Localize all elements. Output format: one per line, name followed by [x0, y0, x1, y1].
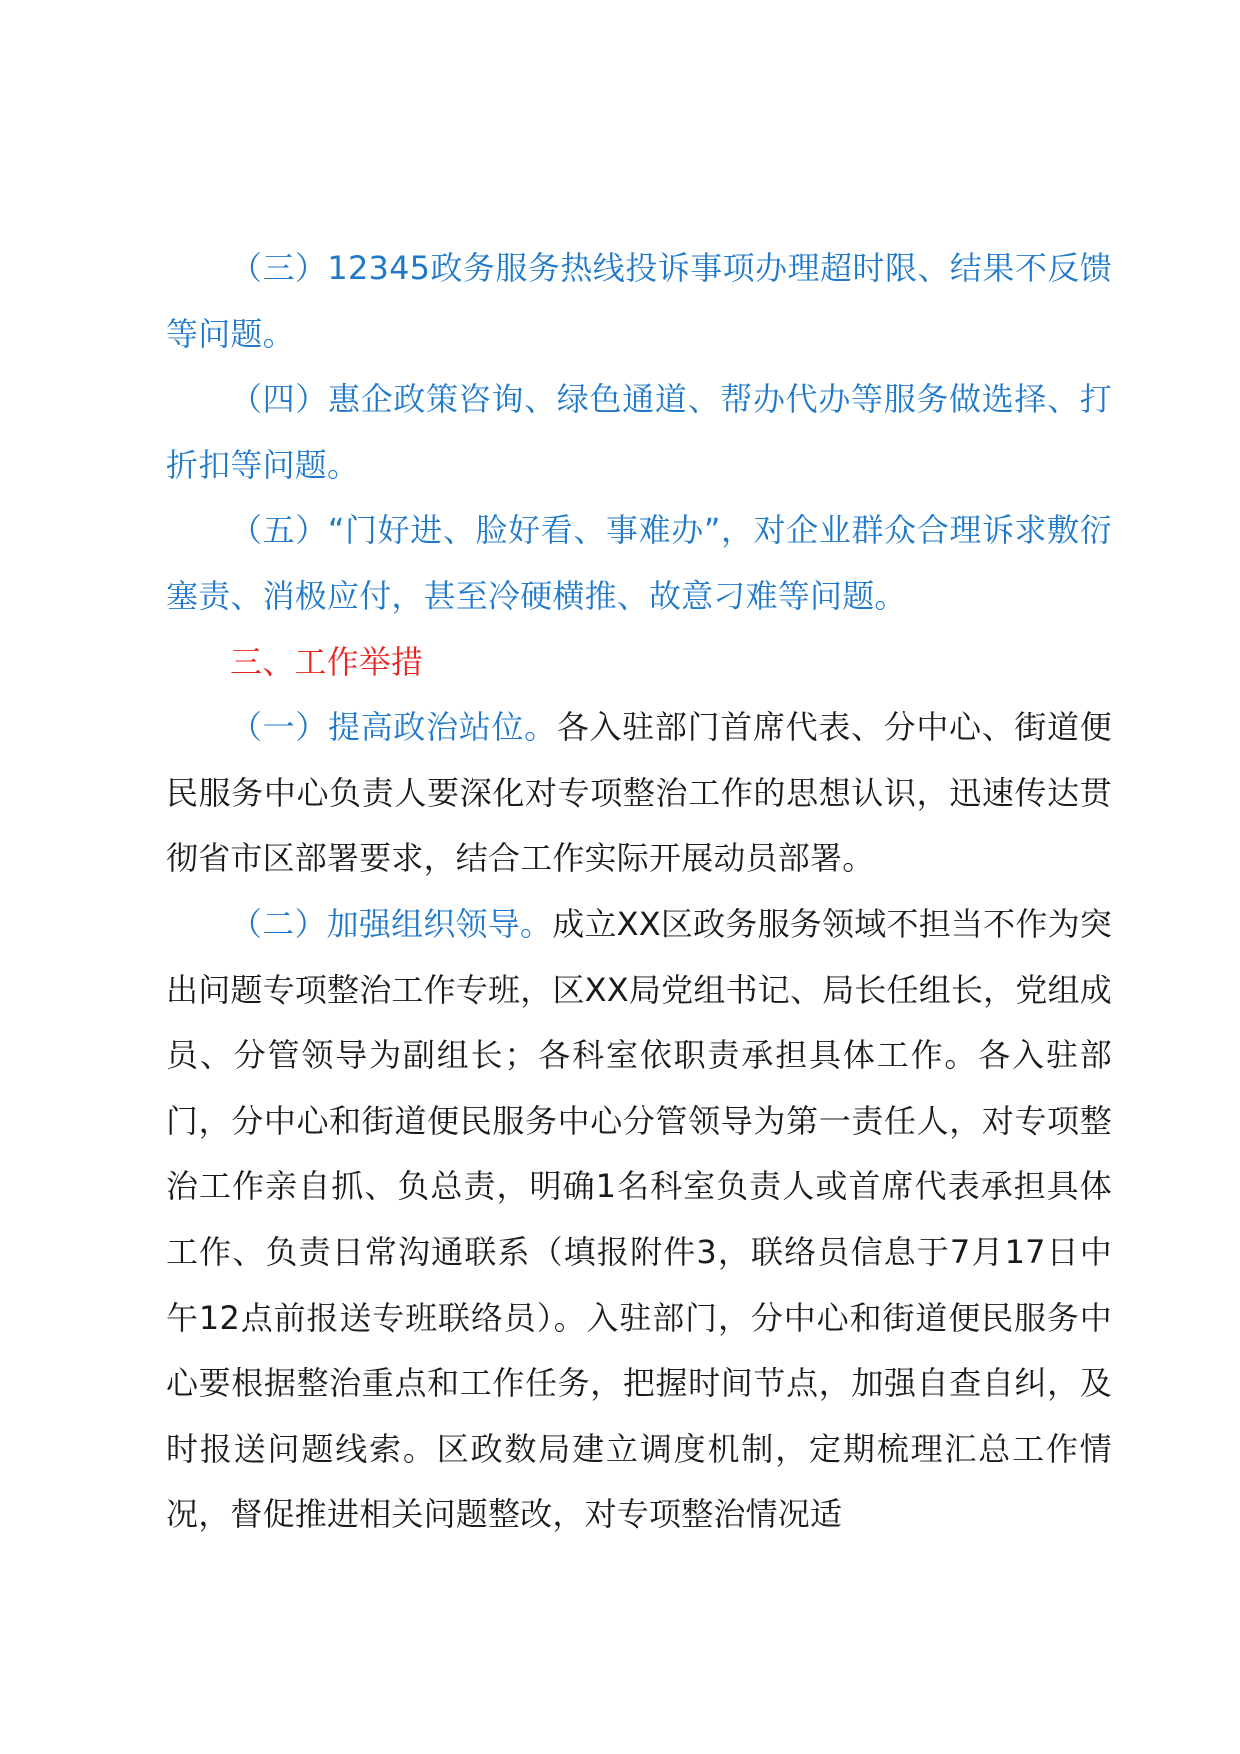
measure-one-lead: （一）提高政治站位。: [230, 708, 557, 747]
measure-one-paragraph: [166, 695, 1112, 892]
document-body: [166, 236, 1112, 1548]
measure-two-lead: （二）加强组织领导。: [230, 904, 553, 943]
measure-one-body: 各入驻部门首席代表、分中心、街道便民服务中心负责人要深化对专项整治工作的思想认识，迅速传达贯彻省市区部署要求，结合工作实际开展动员部署。: [166, 708, 1112, 878]
item-four-paragraph: （四）惠企政策咨询、绿色通道、帮办代办等服务做选择、打折扣等问题。: [166, 380, 1112, 484]
measure-two-body: 成立XX区政务服务领域不担当不作为突出问题专项整治工作专班，区XX局党组书记、局长任组长，党组成员、分管领导为副组长；各科室依职责承担具体工作。各入驻部门，分中心和街道便民服务中心分管领导为第一责任人，对专项整治工作亲自抓、负总责，明确1名科室负责人或首席代表承担具体工作、负责日常沟通联系（填报附件3，联络员信息于7月17日中午12点前报送专班联络员）。入驻部门，分中心和街道便民服务中心要根据整治重点和工作任务，把握时间节点，加强自查自纠，及时报送问题线索。区政数局建立调度机制，定期梳理汇总工作情况，督促推进相关问题整改，对专项整治情况适: [166, 904, 1112, 1534]
item-three-paragraph: （三）12345政务服务热线投诉事项办理超时限、结果不反馈等问题。: [166, 249, 1112, 353]
measure-two-paragraph: [166, 892, 1112, 1548]
item-five-paragraph: （五）“门好进、脸好看、事难办”，对企业群众合理诉求敷衍塞责、消极应付，甚至冷硬横推、故意刁难等问题。: [166, 511, 1112, 615]
section-heading-work-measures: 三、工作举措: [230, 642, 424, 681]
